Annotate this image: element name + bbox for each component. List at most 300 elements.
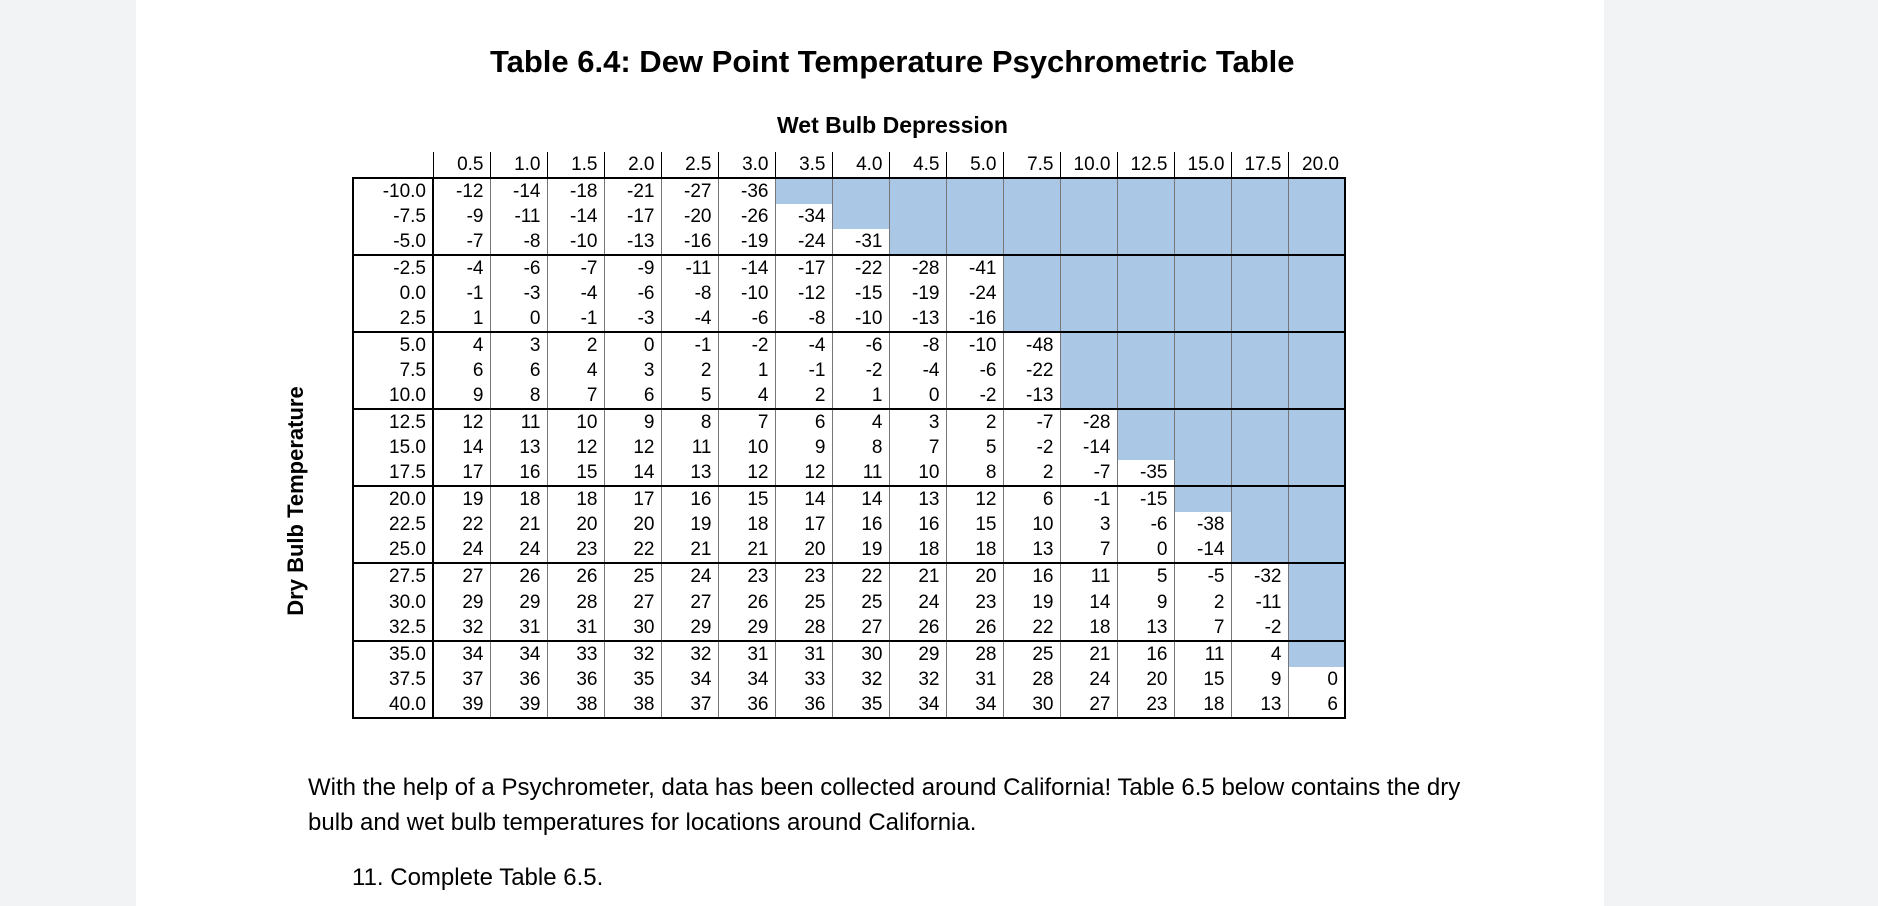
table-cell: -4 — [889, 358, 946, 383]
table-cell: -38 — [1174, 512, 1231, 537]
shaded-cell — [1231, 409, 1288, 435]
table-cell: 24 — [1060, 667, 1117, 692]
table-header-row — [353, 152, 1345, 178]
table-cell: -4 — [661, 306, 718, 332]
shaded-cell — [1231, 204, 1288, 229]
table-cell: 14 — [1060, 589, 1117, 614]
row-header: 32.5 — [353, 615, 433, 641]
table-cell: -36 — [718, 178, 775, 204]
table-cell: -6 — [832, 332, 889, 358]
column-header: 10.0 — [1060, 152, 1117, 178]
table-cell: 29 — [433, 589, 490, 614]
table-cell: 27 — [433, 563, 490, 589]
table-cell: 11 — [832, 460, 889, 486]
table-cell: 28 — [1003, 667, 1060, 692]
table-row — [353, 306, 1345, 332]
table-cell: -14 — [490, 178, 547, 204]
table-row — [353, 332, 1345, 358]
table-cell: -24 — [775, 229, 832, 255]
shaded-cell — [1231, 460, 1288, 486]
table-cell: -7 — [1060, 460, 1117, 486]
table-cell: -48 — [1003, 332, 1060, 358]
row-header: 5.0 — [353, 332, 433, 358]
table-cell: -2 — [832, 358, 889, 383]
column-header: 5.0 — [946, 152, 1003, 178]
shaded-cell — [1117, 178, 1174, 204]
table-cell: -1 — [547, 306, 604, 332]
table-cell: 23 — [718, 563, 775, 589]
table-cell: -12 — [775, 281, 832, 306]
shaded-cell — [1060, 358, 1117, 383]
table-row — [353, 255, 1345, 281]
column-heading: Wet Bulb Depression — [777, 112, 1008, 138]
shaded-cell — [1117, 204, 1174, 229]
table-cell: 27 — [604, 589, 661, 614]
shaded-cell — [1288, 178, 1345, 204]
shaded-cell — [1174, 383, 1231, 409]
table-cell: 0 — [604, 332, 661, 358]
table-cell: 10 — [889, 460, 946, 486]
table-cell: 17 — [775, 512, 832, 537]
shaded-cell — [1288, 383, 1345, 409]
shaded-cell — [1288, 486, 1345, 512]
table-cell: -8 — [775, 306, 832, 332]
shaded-cell — [1288, 229, 1345, 255]
table-cell: 0 — [490, 306, 547, 332]
table-cell: 34 — [433, 641, 490, 667]
column-header: 7.5 — [1003, 152, 1060, 178]
row-header: 15.0 — [353, 435, 433, 460]
table-cell: 13 — [889, 486, 946, 512]
table-cell: 20 — [946, 563, 1003, 589]
column-header: 12.5 — [1117, 152, 1174, 178]
table-cell: 19 — [1003, 589, 1060, 614]
table-cell: 20 — [775, 537, 832, 563]
table-cell: -41 — [946, 255, 1003, 281]
table-cell: 12 — [718, 460, 775, 486]
shaded-cell — [1117, 383, 1174, 409]
table-cell: 12 — [547, 435, 604, 460]
table-cell: -7 — [1003, 409, 1060, 435]
shaded-cell — [1117, 435, 1174, 460]
shaded-cell — [946, 178, 1003, 204]
table-cell: 27 — [661, 589, 718, 614]
shaded-cell — [1288, 358, 1345, 383]
table-cell: 28 — [547, 589, 604, 614]
table-row — [353, 229, 1345, 255]
table-cell: -1 — [1060, 486, 1117, 512]
table-row — [353, 563, 1345, 589]
shaded-cell — [1231, 255, 1288, 281]
table-cell: 29 — [661, 615, 718, 641]
table-cell: 14 — [775, 486, 832, 512]
table-cell: 28 — [775, 615, 832, 641]
shaded-cell — [832, 204, 889, 229]
table-cell: 25 — [604, 563, 661, 589]
table-cell: 39 — [433, 692, 490, 718]
table-cell: 26 — [946, 615, 1003, 641]
table-cell: 15 — [718, 486, 775, 512]
table-cell: 31 — [946, 667, 1003, 692]
table-cell: -27 — [661, 178, 718, 204]
table-cell: 12 — [604, 435, 661, 460]
table-cell: 3 — [490, 332, 547, 358]
table-cell: 34 — [490, 641, 547, 667]
table-cell: 16 — [832, 512, 889, 537]
shaded-cell — [946, 204, 1003, 229]
table-cell: -14 — [547, 204, 604, 229]
table-row — [353, 281, 1345, 306]
table-cell: 21 — [490, 512, 547, 537]
shaded-cell — [1231, 229, 1288, 255]
shaded-cell — [1231, 178, 1288, 204]
shaded-cell — [1117, 255, 1174, 281]
table-cell: 8 — [661, 409, 718, 435]
table-cell: -16 — [661, 229, 718, 255]
column-header: 0.5 — [433, 152, 490, 178]
row-header: -2.5 — [353, 255, 433, 281]
table-cell: 25 — [1003, 641, 1060, 667]
table-cell: 18 — [1060, 615, 1117, 641]
table-cell: -10 — [718, 281, 775, 306]
table-cell: -22 — [1003, 358, 1060, 383]
shaded-cell — [1231, 332, 1288, 358]
table-row — [353, 358, 1345, 383]
table-cell: 18 — [718, 512, 775, 537]
column-header: 3.0 — [718, 152, 775, 178]
table-body — [353, 178, 1345, 718]
table-cell: 27 — [832, 615, 889, 641]
table-cell: -3 — [490, 281, 547, 306]
shaded-cell — [1288, 641, 1345, 667]
table-cell: -9 — [433, 204, 490, 229]
table-cell: 36 — [718, 692, 775, 718]
table-cell: 0 — [1117, 537, 1174, 563]
table-cell: -14 — [718, 255, 775, 281]
table-cell: 2 — [547, 332, 604, 358]
table-cell: 26 — [718, 589, 775, 614]
table-cell: -21 — [604, 178, 661, 204]
shaded-cell — [1117, 281, 1174, 306]
table-cell: -11 — [490, 204, 547, 229]
table-cell: -4 — [547, 281, 604, 306]
shaded-cell — [1060, 281, 1117, 306]
shaded-cell — [775, 178, 832, 204]
shaded-cell — [1060, 383, 1117, 409]
table-cell: -7 — [547, 255, 604, 281]
table-cell: -8 — [490, 229, 547, 255]
table-cell: 15 — [547, 460, 604, 486]
table-cell: 15 — [946, 512, 1003, 537]
table-row — [353, 615, 1345, 641]
table-cell: -6 — [946, 358, 1003, 383]
table-cell: -26 — [718, 204, 775, 229]
table-cell: 37 — [433, 667, 490, 692]
table-cell: 14 — [832, 486, 889, 512]
table-cell: 5 — [946, 435, 1003, 460]
shaded-cell — [1060, 332, 1117, 358]
row-heading: Dry Bulb Temperature — [283, 386, 308, 616]
column-header: 1.5 — [547, 152, 604, 178]
table-cell: 2 — [775, 383, 832, 409]
shaded-cell — [1288, 512, 1345, 537]
table-cell: 11 — [490, 409, 547, 435]
table-cell: 26 — [889, 615, 946, 641]
shaded-cell — [1288, 332, 1345, 358]
row-header: -10.0 — [353, 178, 433, 204]
table-cell: 22 — [832, 563, 889, 589]
table-cell: -32 — [1231, 563, 1288, 589]
shaded-cell — [1231, 486, 1288, 512]
shaded-cell — [1288, 306, 1345, 332]
table-cell: -17 — [775, 255, 832, 281]
table-cell: 23 — [775, 563, 832, 589]
table-cell: 30 — [1003, 692, 1060, 718]
table-cell: 32 — [832, 667, 889, 692]
table-cell: 7 — [1060, 537, 1117, 563]
row-header: 2.5 — [353, 306, 433, 332]
table-cell: 0 — [889, 383, 946, 409]
table-row — [353, 537, 1345, 563]
table-cell: 10 — [1003, 512, 1060, 537]
table-cell: 17 — [433, 460, 490, 486]
table-cell: 18 — [946, 537, 1003, 563]
table-cell: 16 — [661, 486, 718, 512]
row-header: 27.5 — [353, 563, 433, 589]
table-cell: 35 — [832, 692, 889, 718]
row-header: 7.5 — [353, 358, 433, 383]
table-cell: 29 — [718, 615, 775, 641]
table-cell: 20 — [547, 512, 604, 537]
table-cell: 11 — [1060, 563, 1117, 589]
shaded-cell — [889, 229, 946, 255]
table-cell: 16 — [1003, 563, 1060, 589]
table-cell: 17 — [604, 486, 661, 512]
row-header: 12.5 — [353, 409, 433, 435]
table-cell: -35 — [1117, 460, 1174, 486]
shaded-cell — [946, 229, 1003, 255]
table-cell: 5 — [1117, 563, 1174, 589]
table-cell: 26 — [490, 563, 547, 589]
shaded-cell — [1060, 306, 1117, 332]
table-title-text: Table 6.4: Dew Point Temperature Psychrometric Table — [490, 44, 1295, 79]
shaded-cell — [1117, 358, 1174, 383]
table-cell: -16 — [946, 306, 1003, 332]
row-header: 37.5 — [353, 667, 433, 692]
table-cell: 33 — [547, 641, 604, 667]
table-cell: 19 — [661, 512, 718, 537]
table-cell: 16 — [889, 512, 946, 537]
table-cell: 30 — [832, 641, 889, 667]
table-cell: 20 — [1117, 667, 1174, 692]
table-cell: -28 — [889, 255, 946, 281]
table-cell: -2 — [1003, 435, 1060, 460]
table-cell: 2 — [1174, 589, 1231, 614]
column-header: 20.0 — [1288, 152, 1345, 178]
table-cell: 32 — [661, 641, 718, 667]
table-cell: 21 — [889, 563, 946, 589]
table-cell: -15 — [832, 281, 889, 306]
shaded-cell — [1174, 409, 1231, 435]
table-cell: 22 — [604, 537, 661, 563]
table-row — [353, 512, 1345, 537]
table-cell: 11 — [661, 435, 718, 460]
column-header: 1.0 — [490, 152, 547, 178]
table-cell: 9 — [1117, 589, 1174, 614]
table-cell: 23 — [1117, 692, 1174, 718]
shaded-cell — [1117, 306, 1174, 332]
table-cell: 28 — [946, 641, 1003, 667]
table-cell: 35 — [604, 667, 661, 692]
row-header: 30.0 — [353, 589, 433, 614]
shaded-cell — [1003, 229, 1060, 255]
table-cell: 12 — [433, 409, 490, 435]
table-cell: 7 — [1174, 615, 1231, 641]
shaded-cell — [1288, 615, 1345, 641]
table-cell: 18 — [1174, 692, 1231, 718]
row-header: 22.5 — [353, 512, 433, 537]
table-cell: -10 — [547, 229, 604, 255]
shaded-cell — [1231, 537, 1288, 563]
table-cell: 29 — [889, 641, 946, 667]
shaded-cell — [1174, 435, 1231, 460]
table-cell: 9 — [433, 383, 490, 409]
table-cell: 21 — [1060, 641, 1117, 667]
table-cell: 25 — [775, 589, 832, 614]
table-cell: 24 — [490, 537, 547, 563]
table-cell: 19 — [433, 486, 490, 512]
row-header: 0.0 — [353, 281, 433, 306]
table-cell: 34 — [718, 667, 775, 692]
shaded-cell — [1060, 255, 1117, 281]
column-header: 2.0 — [604, 152, 661, 178]
shaded-cell — [1288, 281, 1345, 306]
table-cell: 36 — [490, 667, 547, 692]
table-cell: 0 — [1288, 667, 1345, 692]
table-cell: 6 — [1288, 692, 1345, 718]
table-cell: 24 — [661, 563, 718, 589]
table-cell: 16 — [490, 460, 547, 486]
table-row — [353, 383, 1345, 409]
table-cell: 32 — [433, 615, 490, 641]
row-header: -5.0 — [353, 229, 433, 255]
table-cell: 39 — [490, 692, 547, 718]
table-cell: 6 — [433, 358, 490, 383]
table-cell: 2 — [1003, 460, 1060, 486]
table-row — [353, 204, 1345, 229]
table-cell: -31 — [832, 229, 889, 255]
row-header: 10.0 — [353, 383, 433, 409]
table-row — [353, 667, 1345, 692]
table-cell: 34 — [661, 667, 718, 692]
table-cell: -13 — [604, 229, 661, 255]
shaded-cell — [1003, 204, 1060, 229]
table-cell: -24 — [946, 281, 1003, 306]
table-cell: 18 — [490, 486, 547, 512]
table-cell: 13 — [1231, 692, 1288, 718]
table-cell: 13 — [1117, 615, 1174, 641]
shaded-cell — [1288, 589, 1345, 614]
shaded-cell — [1174, 204, 1231, 229]
table-cell: 11 — [1174, 641, 1231, 667]
table-cell: 36 — [547, 667, 604, 692]
table-row — [353, 178, 1345, 204]
shaded-cell — [1060, 204, 1117, 229]
table-cell: 30 — [604, 615, 661, 641]
table-cell: -10 — [946, 332, 1003, 358]
table-cell: -22 — [832, 255, 889, 281]
table-cell: -6 — [1117, 512, 1174, 537]
shaded-cell — [1288, 563, 1345, 589]
table-cell: -6 — [604, 281, 661, 306]
shaded-cell — [1174, 306, 1231, 332]
table-cell: 3 — [1060, 512, 1117, 537]
table-cell: 23 — [547, 537, 604, 563]
shaded-cell — [1288, 255, 1345, 281]
table-cell: 3 — [889, 409, 946, 435]
table-cell: -11 — [661, 255, 718, 281]
table-cell: -2 — [1231, 615, 1288, 641]
table-cell: 1 — [832, 383, 889, 409]
table-cell: 12 — [946, 486, 1003, 512]
table-cell: -1 — [433, 281, 490, 306]
table-cell: 34 — [889, 692, 946, 718]
table-cell: 12 — [775, 460, 832, 486]
shaded-cell — [1174, 486, 1231, 512]
table-cell: 20 — [604, 512, 661, 537]
table-cell: -6 — [490, 255, 547, 281]
table-cell: -20 — [661, 204, 718, 229]
table-cell: 31 — [718, 641, 775, 667]
table-cell: 9 — [775, 435, 832, 460]
table-cell: 4 — [1231, 641, 1288, 667]
column-header: 3.5 — [775, 152, 832, 178]
table-cell: 24 — [889, 589, 946, 614]
table-cell: -2 — [946, 383, 1003, 409]
row-header: 35.0 — [353, 641, 433, 667]
table-row — [353, 692, 1345, 718]
table-row — [353, 460, 1345, 486]
shaded-cell — [1060, 178, 1117, 204]
table-cell: 21 — [661, 537, 718, 563]
shaded-cell — [1174, 281, 1231, 306]
shaded-cell — [1174, 358, 1231, 383]
table-cell: 8 — [946, 460, 1003, 486]
table-cell: 9 — [1231, 667, 1288, 692]
shaded-cell — [1174, 332, 1231, 358]
table-cell: -14 — [1060, 435, 1117, 460]
table-row — [353, 589, 1345, 614]
table-cell: 7 — [547, 383, 604, 409]
table-cell: -5 — [1174, 563, 1231, 589]
shaded-cell — [1288, 204, 1345, 229]
table-cell: 26 — [547, 563, 604, 589]
table-cell: -1 — [775, 358, 832, 383]
table-cell: -28 — [1060, 409, 1117, 435]
table-cell: 4 — [832, 409, 889, 435]
table-corner — [353, 152, 433, 178]
row-header: 25.0 — [353, 537, 433, 563]
shaded-cell — [1231, 306, 1288, 332]
table-cell: 34 — [946, 692, 1003, 718]
shaded-cell — [1288, 537, 1345, 563]
table-cell: 24 — [433, 537, 490, 563]
column-header: 4.0 — [832, 152, 889, 178]
table-cell: 22 — [1003, 615, 1060, 641]
shaded-cell — [832, 178, 889, 204]
shaded-cell — [1003, 281, 1060, 306]
table-cell: -13 — [889, 306, 946, 332]
